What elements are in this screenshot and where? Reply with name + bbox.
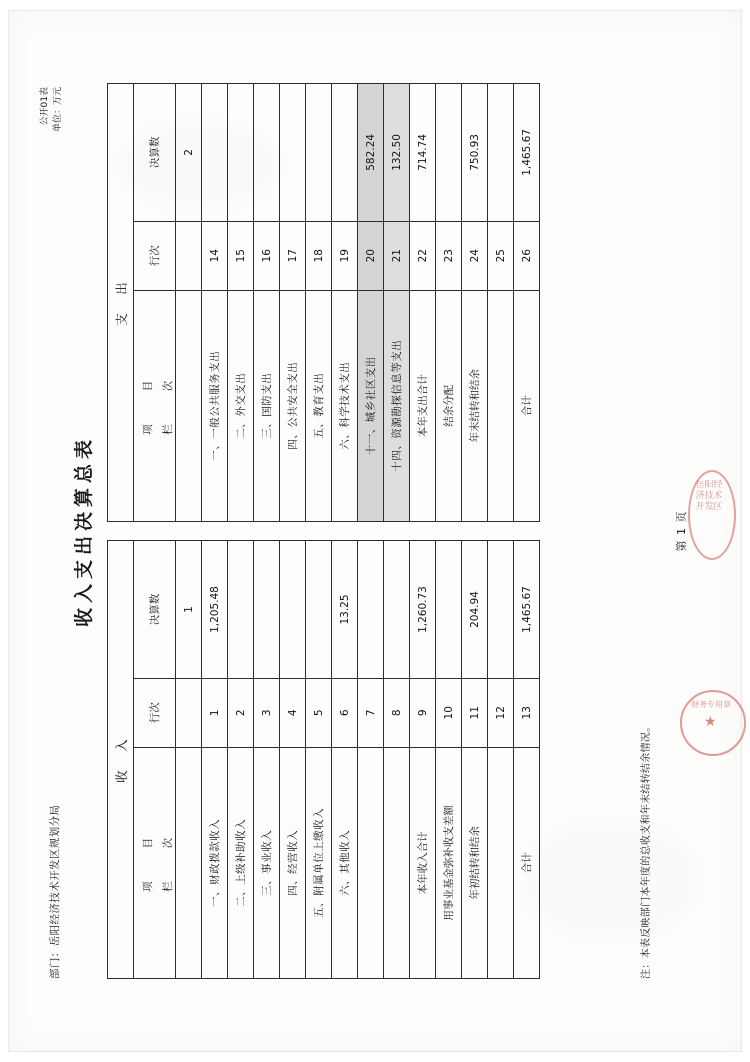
income-item: 四、经营收入 xyxy=(280,747,306,978)
income-line-header: 行次 xyxy=(134,678,176,747)
form-meta xyxy=(39,87,65,132)
table-spacer xyxy=(176,521,202,540)
expense-item: 六、科学技术支出 xyxy=(332,290,358,521)
expense-line: 22 xyxy=(410,221,436,290)
expense-line: 24 xyxy=(462,221,488,290)
income-line: 5 xyxy=(306,678,332,747)
income-group-header: 收 入 xyxy=(108,541,134,979)
expense-item: 三、国防支出 xyxy=(254,290,280,521)
expense-amount: 132.50 xyxy=(384,84,410,222)
income-amount: 1,465.67 xyxy=(514,541,540,679)
income-line: 2 xyxy=(228,678,254,747)
table-spacer xyxy=(514,521,540,540)
expense-line: 18 xyxy=(306,221,332,290)
table-row xyxy=(254,84,280,979)
income-amount xyxy=(436,541,462,679)
income-item xyxy=(358,747,384,978)
expense-item-header-l2: 栏 次 xyxy=(162,376,174,435)
income-item: 三、事业收入 xyxy=(254,747,280,978)
income-amount: 1,260.73 xyxy=(410,541,436,679)
income-amount: 13.25 xyxy=(332,541,358,679)
income-amount xyxy=(228,541,254,679)
page-title: 收入支出决算总表 xyxy=(73,435,95,628)
expense-amount xyxy=(488,84,514,222)
expense-item: 十一、城乡社区支出 xyxy=(358,290,384,521)
expense-amount xyxy=(306,84,332,222)
form-code: 公开01表 xyxy=(40,87,50,126)
income-amount xyxy=(254,541,280,679)
expense-item: 年末结转和结余 xyxy=(462,290,488,521)
income-item: 用事业基金弥补收支差额 xyxy=(436,747,462,978)
income-line: 3 xyxy=(254,678,280,747)
income-item: 本年收入合计 xyxy=(410,747,436,978)
table-spacer xyxy=(228,521,254,540)
income-item-header xyxy=(134,747,176,978)
table-column-header-row xyxy=(134,84,176,979)
income-item xyxy=(384,747,410,978)
table-column-index-row xyxy=(176,84,202,979)
table-row xyxy=(228,84,254,979)
income-line: 13 xyxy=(514,678,540,747)
table-row xyxy=(332,84,358,979)
income-amount-index: 1 xyxy=(176,541,202,679)
income-item xyxy=(488,747,514,978)
table-footnote: 注：本表反映部门本年度的总收支和年末结转结余情况。 xyxy=(641,721,652,979)
table-row xyxy=(436,84,462,979)
table-spacer xyxy=(488,521,514,540)
income-item-header-l1: 项 目 xyxy=(142,833,154,892)
income-item: 五、附属单位上缴收入 xyxy=(306,747,332,978)
department-label: 部门：岳阳经济技术开发区规划分局 xyxy=(49,804,61,979)
table-spacer xyxy=(306,521,332,540)
expense-line: 19 xyxy=(332,221,358,290)
income-item: 二、上级补助收入 xyxy=(228,747,254,978)
expense-amount-header: 决算数 xyxy=(134,84,176,222)
expense-item-header-l1: 项 目 xyxy=(142,376,154,435)
expense-amount: 582.24 xyxy=(358,84,384,222)
table-row xyxy=(306,84,332,979)
income-line-index xyxy=(176,678,202,747)
expense-amount xyxy=(202,84,228,222)
expense-item: 一、一般公共服务支出 xyxy=(202,290,228,521)
expense-item: 十四、资源勘探信息等支出 xyxy=(384,290,410,521)
income-item: 六、其他收入 xyxy=(332,747,358,978)
table-row xyxy=(202,84,228,979)
table-spacer xyxy=(384,521,410,540)
table-spacer xyxy=(332,521,358,540)
table-row xyxy=(410,84,436,979)
table-spacer xyxy=(410,521,436,540)
rotated-page-content xyxy=(25,31,725,1031)
expense-line-header: 行次 xyxy=(134,221,176,290)
income-amount-header: 决算数 xyxy=(134,541,176,679)
expense-amount xyxy=(228,84,254,222)
expense-line: 17 xyxy=(280,221,306,290)
table-spacer xyxy=(202,521,228,540)
table-row xyxy=(462,84,488,979)
income-item: 一、财政拨款收入 xyxy=(202,747,228,978)
table-spacer xyxy=(280,521,306,540)
expense-amount xyxy=(332,84,358,222)
income-amount xyxy=(488,541,514,679)
expense-amount xyxy=(254,84,280,222)
table-spacer xyxy=(108,521,134,540)
income-item-index xyxy=(176,747,202,978)
expense-line: 20 xyxy=(358,221,384,290)
income-amount xyxy=(306,541,332,679)
page-number: 第 1 页 xyxy=(675,510,688,552)
income-line: 10 xyxy=(436,678,462,747)
expense-amount: 1,465.67 xyxy=(514,84,540,222)
income-amount: 204.94 xyxy=(462,541,488,679)
expense-group-header: 支 出 xyxy=(108,84,134,522)
expense-item-index xyxy=(176,290,202,521)
income-item: 合计 xyxy=(514,747,540,978)
expense-amount xyxy=(436,84,462,222)
expense-item: 结余分配 xyxy=(436,290,462,521)
expense-item xyxy=(488,290,514,521)
expense-item: 二、外交支出 xyxy=(228,290,254,521)
table-spacer xyxy=(358,521,384,540)
income-line: 9 xyxy=(410,678,436,747)
expense-amount: 750.93 xyxy=(462,84,488,222)
income-line: 8 xyxy=(384,678,410,747)
expense-line: 15 xyxy=(228,221,254,290)
table-row xyxy=(488,84,514,979)
expense-line: 25 xyxy=(488,221,514,290)
income-item: 年初结转和结余 xyxy=(462,747,488,978)
income-amount xyxy=(358,541,384,679)
expense-item: 四、公共安全支出 xyxy=(280,290,306,521)
income-line: 4 xyxy=(280,678,306,747)
expense-line: 23 xyxy=(436,221,462,290)
table-spacer xyxy=(436,521,462,540)
expense-line-index xyxy=(176,221,202,290)
expense-item: 五、教育支出 xyxy=(306,290,332,521)
income-line: 7 xyxy=(358,678,384,747)
table-row xyxy=(280,84,306,979)
table-group-header-row xyxy=(108,84,134,979)
oval-seal-text: 岳阳经济技术开发区 xyxy=(695,480,723,512)
table-spacer xyxy=(462,521,488,540)
income-amount xyxy=(280,541,306,679)
income-item-header-l2: 栏 次 xyxy=(162,833,174,892)
income-amount: 1,205.48 xyxy=(202,541,228,679)
income-amount xyxy=(384,541,410,679)
table-row xyxy=(358,84,384,979)
table-spacer xyxy=(134,521,176,540)
expense-line: 16 xyxy=(254,221,280,290)
income-line: 12 xyxy=(488,678,514,747)
table-spacer xyxy=(254,521,280,540)
income-line: 11 xyxy=(462,678,488,747)
expense-item-header xyxy=(134,290,176,521)
expense-amount xyxy=(280,84,306,222)
table-total-row xyxy=(514,84,540,979)
income-line: 1 xyxy=(202,678,228,747)
expense-amount-index: 2 xyxy=(176,84,202,222)
star-icon: ★ xyxy=(704,714,717,730)
expense-line: 21 xyxy=(384,221,410,290)
expense-amount: 714.74 xyxy=(410,84,436,222)
expense-item: 合计 xyxy=(514,290,540,521)
decision-summary-document xyxy=(25,31,725,1031)
expense-item: 本年支出合计 xyxy=(410,290,436,521)
table-row xyxy=(384,84,410,979)
expense-line: 26 xyxy=(514,221,540,290)
expense-line: 14 xyxy=(202,221,228,290)
budget-summary-table xyxy=(107,83,540,979)
income-line: 6 xyxy=(332,678,358,747)
unit-label: 单位：万元 xyxy=(53,87,63,133)
round-seal-text: 财务专用章 xyxy=(691,700,731,709)
